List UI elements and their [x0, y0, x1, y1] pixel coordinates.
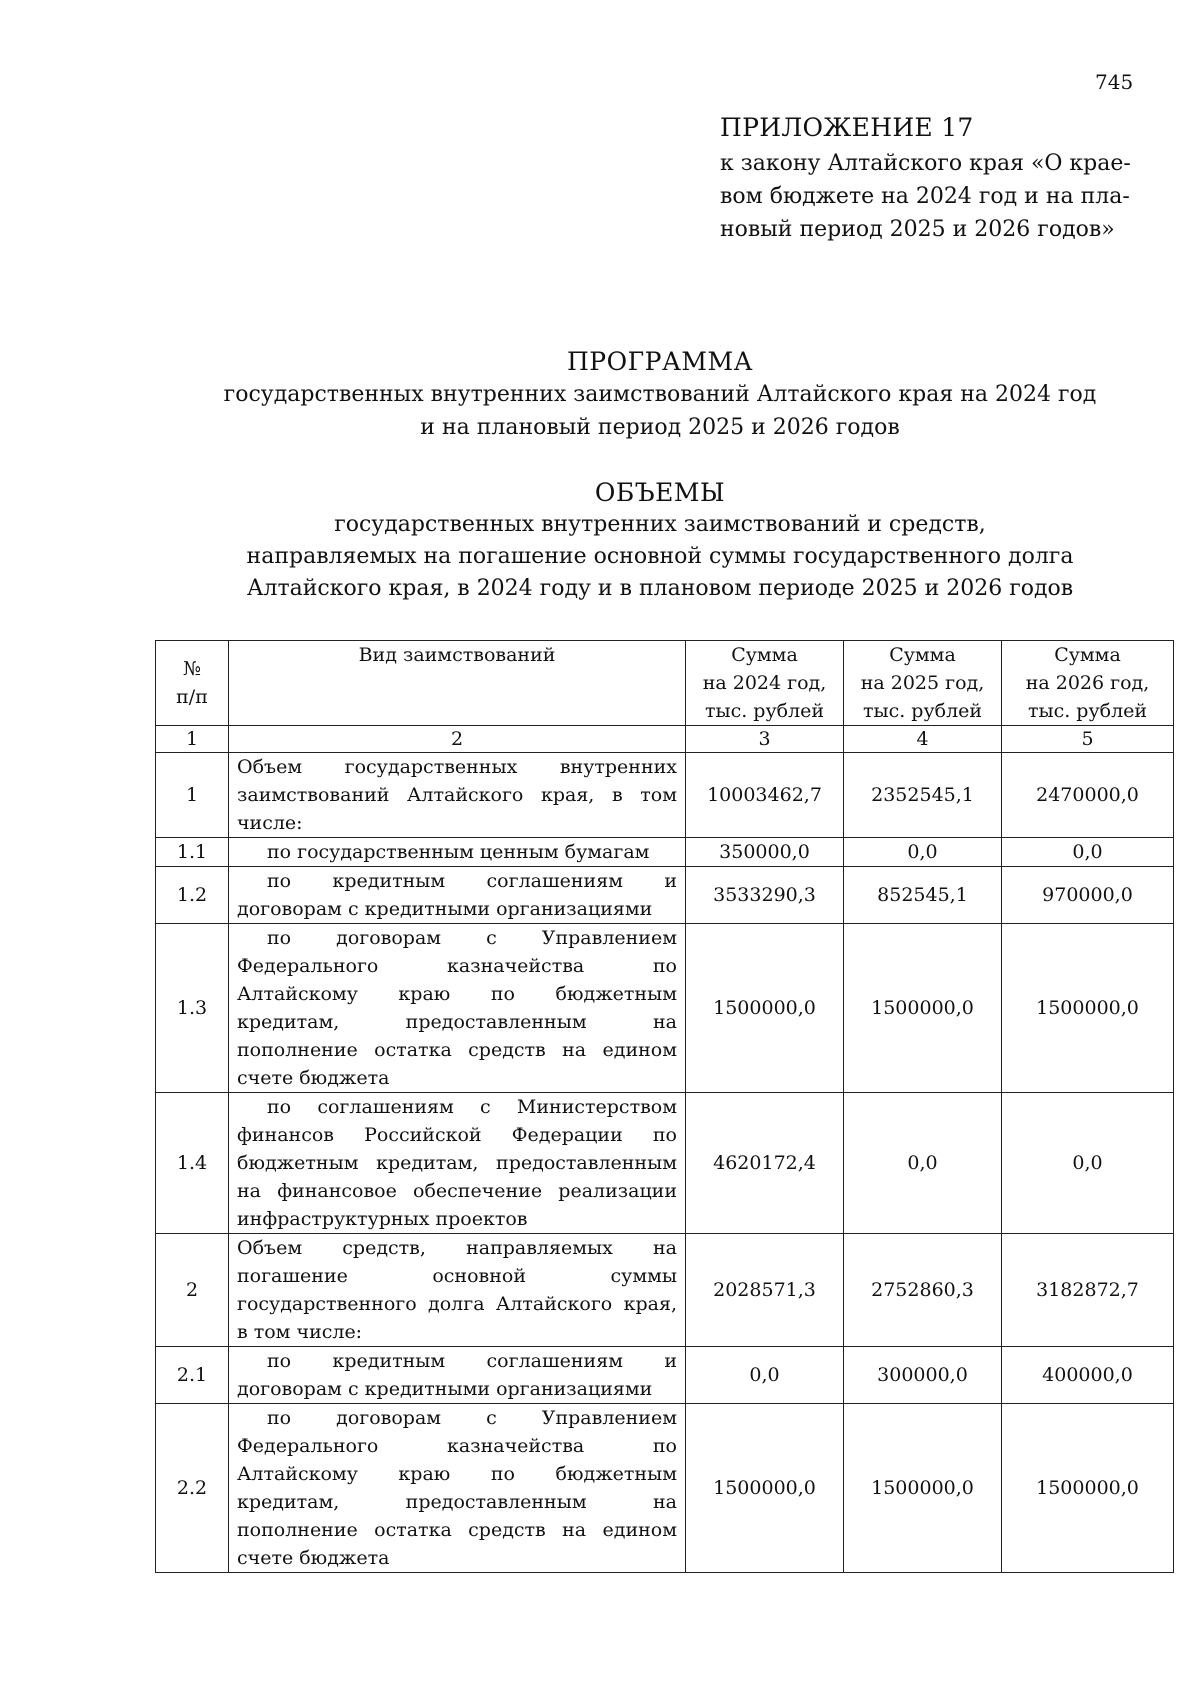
header-2026-line: Сумма [1054, 644, 1121, 666]
table-row [156, 838, 1174, 867]
header-2026-line: на 2026 год, [1025, 672, 1150, 694]
value-2024: 0,0 [686, 1347, 844, 1404]
program-subtitle-line: государственных внутренних заимствований Алтайского края на 2024 год [223, 382, 1097, 407]
header-num-line: п/п [176, 686, 208, 708]
header-num-line: № [183, 658, 201, 680]
program-subtitle-line: и на плановый период 2025 и 2026 годов [420, 415, 900, 440]
value-2025: 852545,1 [844, 867, 1002, 924]
column-index: 4 [844, 726, 1002, 753]
header-2024 [686, 641, 844, 726]
row-number: 1.2 [156, 867, 229, 924]
appendix-line: вом бюджете на 2024 год и на пла- [720, 184, 1130, 209]
value-2024: 1500000,0 [686, 924, 844, 1093]
value-2026: 1500000,0 [1002, 1404, 1174, 1573]
row-number: 1.3 [156, 924, 229, 1093]
header-2024-line: на 2024 год, [702, 672, 827, 694]
table-row [156, 1093, 1174, 1234]
header-2025 [844, 641, 1002, 726]
value-2026: 1500000,0 [1002, 924, 1174, 1093]
appendix-line: новый период 2025 и 2026 годов» [720, 217, 1115, 242]
value-2024: 2028571,3 [686, 1234, 844, 1347]
header-2024-line: Сумма [731, 644, 798, 666]
table-row [156, 1404, 1174, 1573]
value-2025: 2352545,1 [844, 753, 1002, 838]
row-description: Объем средств, направляемых на погашение основной суммы государственного долга Алтайского края, в том числе: [229, 1234, 686, 1347]
value-2026: 0,0 [1002, 1093, 1174, 1234]
table-row [156, 924, 1174, 1093]
row-description: Объем государственных внутренних заимствований Алтайского края, в том числе: [229, 753, 686, 838]
table-header-row [156, 641, 1174, 726]
table-row [156, 1234, 1174, 1347]
value-2024: 4620172,4 [686, 1093, 844, 1234]
volumes-title: ОБЪЕМЫ [594, 478, 726, 507]
header-2026 [1002, 641, 1174, 726]
program-heading [150, 345, 1170, 444]
volumes-subtitle-line: Алтайского края, в 2024 году и в плановом периоде 2025 и 2026 годов [246, 576, 1074, 601]
header-num [156, 641, 229, 726]
appendix-header [720, 112, 1160, 246]
value-2024: 10003462,7 [686, 753, 844, 838]
value-2026: 0,0 [1002, 838, 1174, 867]
value-2025: 0,0 [844, 838, 1002, 867]
row-description: по договорам с Управлением Федерального казначейства по Алтайскому краю по бюджетным кредитам, предоставленным на пополнение остатка средств на едином счете бюджета [229, 924, 686, 1093]
row-number: 1 [156, 753, 229, 838]
header-2025-line: тыс. рублей [862, 700, 983, 722]
row-number: 1.4 [156, 1093, 229, 1234]
row-number: 2 [156, 1234, 229, 1347]
appendix-subtitle [720, 147, 1160, 246]
program-title: ПРОГРАММА [566, 347, 754, 376]
page-number: 745 [1095, 70, 1134, 94]
value-2026: 400000,0 [1002, 1347, 1174, 1404]
value-2025: 0,0 [844, 1093, 1002, 1234]
header-2025-line: на 2025 год, [860, 672, 985, 694]
row-description: по кредитным соглашениям и договорам с кредитными организациями [229, 1347, 686, 1404]
value-2024: 1500000,0 [686, 1404, 844, 1573]
table-row [156, 867, 1174, 924]
row-description: по государственным ценным бумагам [229, 838, 686, 867]
row-number: 2.2 [156, 1404, 229, 1573]
volumes-subtitle-line: направляемых на погашение основной суммы государственного долга [246, 544, 1074, 569]
header-2024-line: тыс. рублей [704, 700, 825, 722]
value-2024: 350000,0 [686, 838, 844, 867]
value-2024: 3533290,3 [686, 867, 844, 924]
volumes-heading [150, 476, 1170, 605]
value-2025: 300000,0 [844, 1347, 1002, 1404]
value-2025: 1500000,0 [844, 1404, 1002, 1573]
value-2026: 2470000,0 [1002, 753, 1174, 838]
table-row [156, 753, 1174, 838]
volumes-subtitle-line: государственных внутренних заимствований и средств, [334, 512, 986, 537]
column-index: 1 [156, 726, 229, 753]
value-2025: 1500000,0 [844, 924, 1002, 1093]
appendix-line: к закону Алтайского края «О крае- [720, 151, 1131, 176]
appendix-title: ПРИЛОЖЕНИЕ 17 [720, 113, 974, 142]
row-description: по кредитным соглашениям и договорам с кредитными организациями [229, 867, 686, 924]
value-2026: 3182872,7 [1002, 1234, 1174, 1347]
value-2026: 970000,0 [1002, 867, 1174, 924]
row-description: по договорам с Управлением Федерального казначейства по Алтайскому краю по бюджетным кредитам, предоставленным на пополнение остатка средств на едином счете бюджета [229, 1404, 686, 1573]
column-index: 2 [229, 726, 686, 753]
header-kind: Вид заимствований [229, 641, 686, 726]
row-number: 2.1 [156, 1347, 229, 1404]
value-2025: 2752860,3 [844, 1234, 1002, 1347]
column-index: 5 [1002, 726, 1174, 753]
row-description: по соглашениям с Министерством финансов Российской Федерации по бюджетным кредитам, предоставленным на финансовое обеспечение реализации инфраструктурных проектов [229, 1093, 686, 1234]
row-number: 1.1 [156, 838, 229, 867]
column-index: 3 [686, 726, 844, 753]
borrowings-table [155, 640, 1174, 1573]
header-2025-line: Сумма [889, 644, 956, 666]
table-row [156, 1347, 1174, 1404]
column-index-row [156, 726, 1174, 753]
header-2026-line: тыс. рублей [1027, 700, 1148, 722]
